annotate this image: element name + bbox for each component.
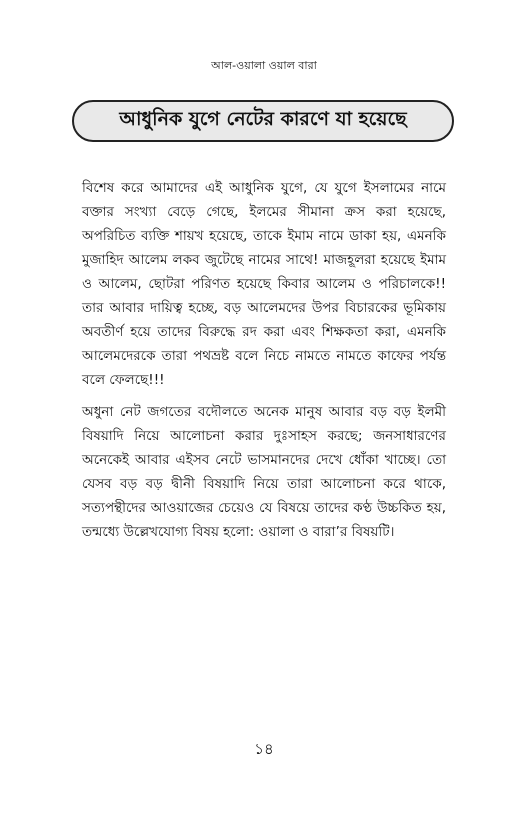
body-text xyxy=(82,176,446,552)
paragraph-1: বিশেষ করে আমাদের এই আধুনিক যুগে, যে যুগে ইসলামের নামে বক্তার সংখ্যা বেড়ে গেছে, ইলমের সীমানা ক্রস করা হয়েছে, অপরিচিত ব্যক্তি শায়খ হয়েছে, তাকে ইমাম নামে ডাকা হয়, এমনকি মুজাহিদ আলেম লকব জুটেছে নামের সাথে! মাজহূলরা হয়েছে ইমাম ও আলেম, ছোটরা পরিণত হয়েছে কিবার আলেম ও পরিচালকে!! তার আবার দায়িত্ব হচ্ছে, বড় আলেমদের উপর বিচারকের ভূমিকায় অবতীর্ণ হয়ে তাদের বিরুদ্ধে রদ করা এবং শিক্ষকতা করা, এমনকি আলেমদেরকে তারা পথভ্রষ্ট বলে নিচে নামতে নামতে কাফের পর্যন্ত বলে ফেলছে!!! xyxy=(82,180,446,388)
section-title-box xyxy=(72,100,454,142)
page-number: ১৪ xyxy=(254,740,274,758)
running-header: আল-ওয়ালা ওয়াল বারা xyxy=(211,59,317,72)
paragraph-2: অধুনা নেট জগতের বদৌলতে অনেক মানুষ আবার বড় বড় ইলমী বিষয়াদি নিয়ে আলোচনা করার দুঃসাহস করছে; জনসাধারণের অনেকেই আবার এইসব নেটে ভাসমানদের দেখে ধোঁকা খাচ্ছে। তো যেসব বড় বড় দ্বীনী বিষয়াদি নিয়ে তারা আলোচনা করে থাকে, সত্যপন্থীদের আওয়াজের চেয়েও যে বিষয়ে তাদের কণ্ঠ উচ্চকিত হয়, তন্মধ্যে উল্লেখযোগ্য বিষয় হলো: ওয়ালা ও বারা’র বিষয়টি। xyxy=(82,404,446,540)
section-title: আধুনিক যুগে নেটের কারণে যা হয়েছে xyxy=(119,108,407,130)
